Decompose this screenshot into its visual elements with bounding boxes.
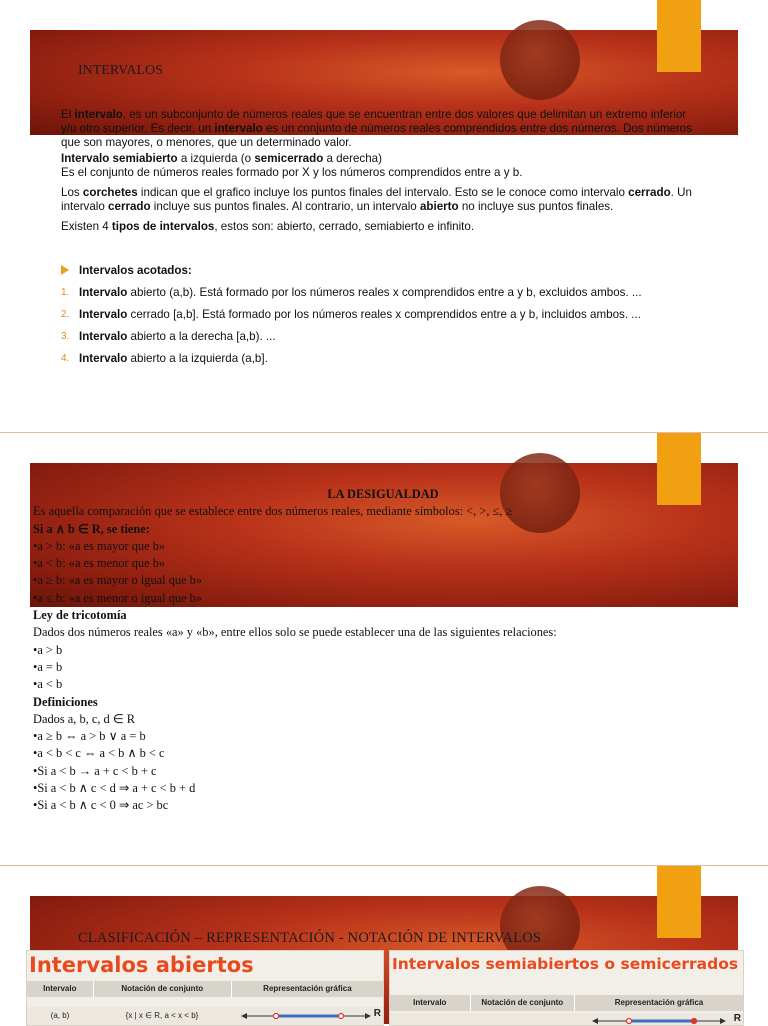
open-intervals-panel bbox=[26, 950, 384, 1026]
text: indican que el grafico incluye los puntos finales del intervalo. Esto se le conoce como intervalo bbox=[137, 186, 629, 199]
slide-desigualdad bbox=[0, 433, 768, 865]
text-line: •Si a < b → a + c < b + c bbox=[33, 763, 157, 778]
slide-body bbox=[33, 486, 733, 815]
axis-label: R bbox=[733, 1013, 741, 1024]
column-header: Intervalo bbox=[27, 981, 94, 997]
column-header: Notación de conjunto bbox=[94, 981, 232, 997]
text: incluye sus puntos finales. Al contrario, un intervalo bbox=[150, 200, 420, 213]
text-line: •a ≥ b: «a es mayor o igual que b» bbox=[33, 573, 203, 588]
paragraph bbox=[61, 108, 701, 150]
interval-cell bbox=[390, 1013, 470, 1025]
text-line: •a ≥ b ⇔ a > b ∨ a = b bbox=[33, 729, 146, 744]
item-bold: Intervalo bbox=[79, 307, 128, 321]
axis-label: R bbox=[373, 1008, 381, 1019]
banner-circle bbox=[500, 20, 580, 100]
number-line-cell bbox=[231, 1007, 383, 1025]
number-line-icon bbox=[574, 1013, 743, 1025]
bold-text: semicerrado bbox=[254, 152, 324, 165]
numbered-items bbox=[61, 281, 711, 369]
accent-tab bbox=[657, 0, 701, 72]
item-bold: Intervalo bbox=[79, 351, 128, 365]
slide-body bbox=[61, 108, 701, 240]
paragraph bbox=[61, 186, 701, 214]
column-header: Notación de conjunto bbox=[471, 995, 575, 1011]
bold-text: intervalo bbox=[74, 108, 123, 121]
item-bold: Intervalo bbox=[79, 285, 128, 299]
column-header: Representación gráfica bbox=[263, 984, 352, 993]
text: . Un intervalo bbox=[61, 186, 692, 213]
text-line: •a > b: «a es mayor que b» bbox=[33, 538, 166, 553]
text-line: Es aquella comparación que se establece entre dos números reales, mediante símbolos: <, >, ≤, ≥ bbox=[33, 504, 513, 519]
text: a derecha) bbox=[323, 152, 382, 165]
list-heading bbox=[61, 259, 711, 281]
bold-text: abierto bbox=[419, 200, 459, 213]
text: , es un subconjunto de números reales que se encuentran entre dos valores que delimitan un extremo inferior y/u otro superior. Es decir, un bbox=[61, 108, 687, 135]
section-heading: Definiciones bbox=[33, 694, 98, 709]
text: a izquierda (o bbox=[177, 152, 255, 165]
list-item bbox=[61, 347, 711, 369]
slide-title: CLASIFICACIÓN – REPRESENTACIÓN - NOTACIÓN DE INTERVALOS bbox=[78, 930, 542, 946]
slide-intervalos bbox=[0, 0, 768, 432]
inequality-lines bbox=[33, 503, 733, 814]
item-number: 4. bbox=[61, 352, 70, 364]
table-row bbox=[27, 1007, 383, 1025]
item-number: 3. bbox=[61, 330, 70, 342]
section-heading: Si a ∧ b ∈ R, se tiene: bbox=[33, 521, 150, 536]
bold-text: cerrado bbox=[628, 186, 671, 199]
text: Los bbox=[61, 186, 83, 199]
text: no incluye sus puntos finales. bbox=[458, 200, 614, 213]
item-number: 1. bbox=[61, 286, 70, 298]
list-item bbox=[61, 303, 711, 325]
half-open-intervals-panel bbox=[389, 950, 744, 1026]
bold-text: intervalo bbox=[214, 122, 263, 135]
bold-text: corchetes bbox=[82, 186, 138, 199]
text-line: •a ≤ b: «a es menor o igual que b» bbox=[33, 590, 203, 605]
number-line-cell bbox=[574, 1013, 743, 1025]
section-heading: Ley de tricotomía bbox=[33, 608, 127, 623]
slide-title: INTERVALOS bbox=[78, 63, 163, 78]
bold-text: Intervalo semiabierto bbox=[61, 152, 178, 165]
paragraph bbox=[61, 166, 701, 180]
panel-heading: Intervalos abiertos bbox=[29, 953, 254, 977]
triangle-bullet-icon bbox=[61, 265, 69, 275]
number-line-icon bbox=[231, 1007, 383, 1025]
list-item bbox=[61, 325, 711, 347]
paragraph bbox=[61, 152, 701, 166]
item-text: cerrado [a,b]. Está formado por los números reales x comprendidos entre a y b, incluidos ambos. ... bbox=[127, 307, 641, 321]
text-line: •Si a < b ∧ c < 0 ⇒ ac > bc bbox=[33, 798, 169, 813]
item-bold: Intervalo bbox=[79, 329, 128, 343]
interval-cell: (a, b) bbox=[50, 1011, 70, 1020]
item-text: abierto (a,b). Está formado por los números reales x comprendidos entre a y b, excluidos ambos. ... bbox=[127, 285, 642, 299]
set-notation-cell bbox=[470, 1013, 574, 1025]
list-heading-text: Intervalos acotados: bbox=[79, 263, 192, 277]
paragraph bbox=[61, 220, 701, 234]
accent-tab bbox=[657, 866, 701, 938]
list-item bbox=[61, 281, 711, 303]
item-text: abierto a la izquierda (a,b]. bbox=[127, 351, 268, 365]
text-line: •a > b bbox=[33, 642, 63, 657]
bold-text: tipos de intervalos bbox=[111, 220, 215, 233]
text-line: Dados dos números reales «a» y «b», entre ellos solo se puede establecer una de las siguientes relaciones: bbox=[33, 625, 557, 640]
table-row bbox=[390, 1013, 743, 1025]
table-header bbox=[27, 981, 383, 997]
table-header bbox=[390, 995, 743, 1011]
set-notation-cell: {x | x ∈ R, a < x < b} bbox=[125, 1011, 199, 1020]
text: , estos son: abierto, cerrado, semiabierto e infinito. bbox=[214, 220, 475, 233]
text: es un conjunto de números reales comprendidos entre dos números. Dos números que son mayores, o menores, que un determinado valor. bbox=[61, 122, 692, 149]
text: El bbox=[61, 108, 75, 121]
column-header: Representación gráfica bbox=[614, 998, 704, 1007]
text-line: •a < b < c ⇔ a < b ∧ b < c bbox=[33, 746, 165, 761]
text-line: •a < b bbox=[33, 677, 63, 692]
intervals-list bbox=[61, 259, 711, 369]
text-line: •a = b bbox=[33, 659, 63, 674]
bold-text: cerrado bbox=[108, 200, 151, 213]
slide-title: LA DESIGUALDAD bbox=[327, 487, 439, 501]
text: Es el conjunto de números reales formado por X y los números comprendidos entre a y b. bbox=[61, 166, 523, 179]
text-line: •Si a < b ∧ c < d ⇒ a + c < b + d bbox=[33, 781, 196, 796]
panel-heading: Intervalos semiabiertos o semicerrados bbox=[392, 955, 739, 973]
text: Existen 4 bbox=[61, 220, 112, 233]
text-line: •a < b: «a es menor que b» bbox=[33, 556, 166, 571]
item-text: abierto a la derecha [a,b). ... bbox=[127, 329, 276, 343]
column-header: Intervalo bbox=[390, 995, 471, 1011]
item-number: 2. bbox=[61, 308, 70, 320]
text-line: Dados a, b, c, d ∈ R bbox=[33, 711, 135, 726]
